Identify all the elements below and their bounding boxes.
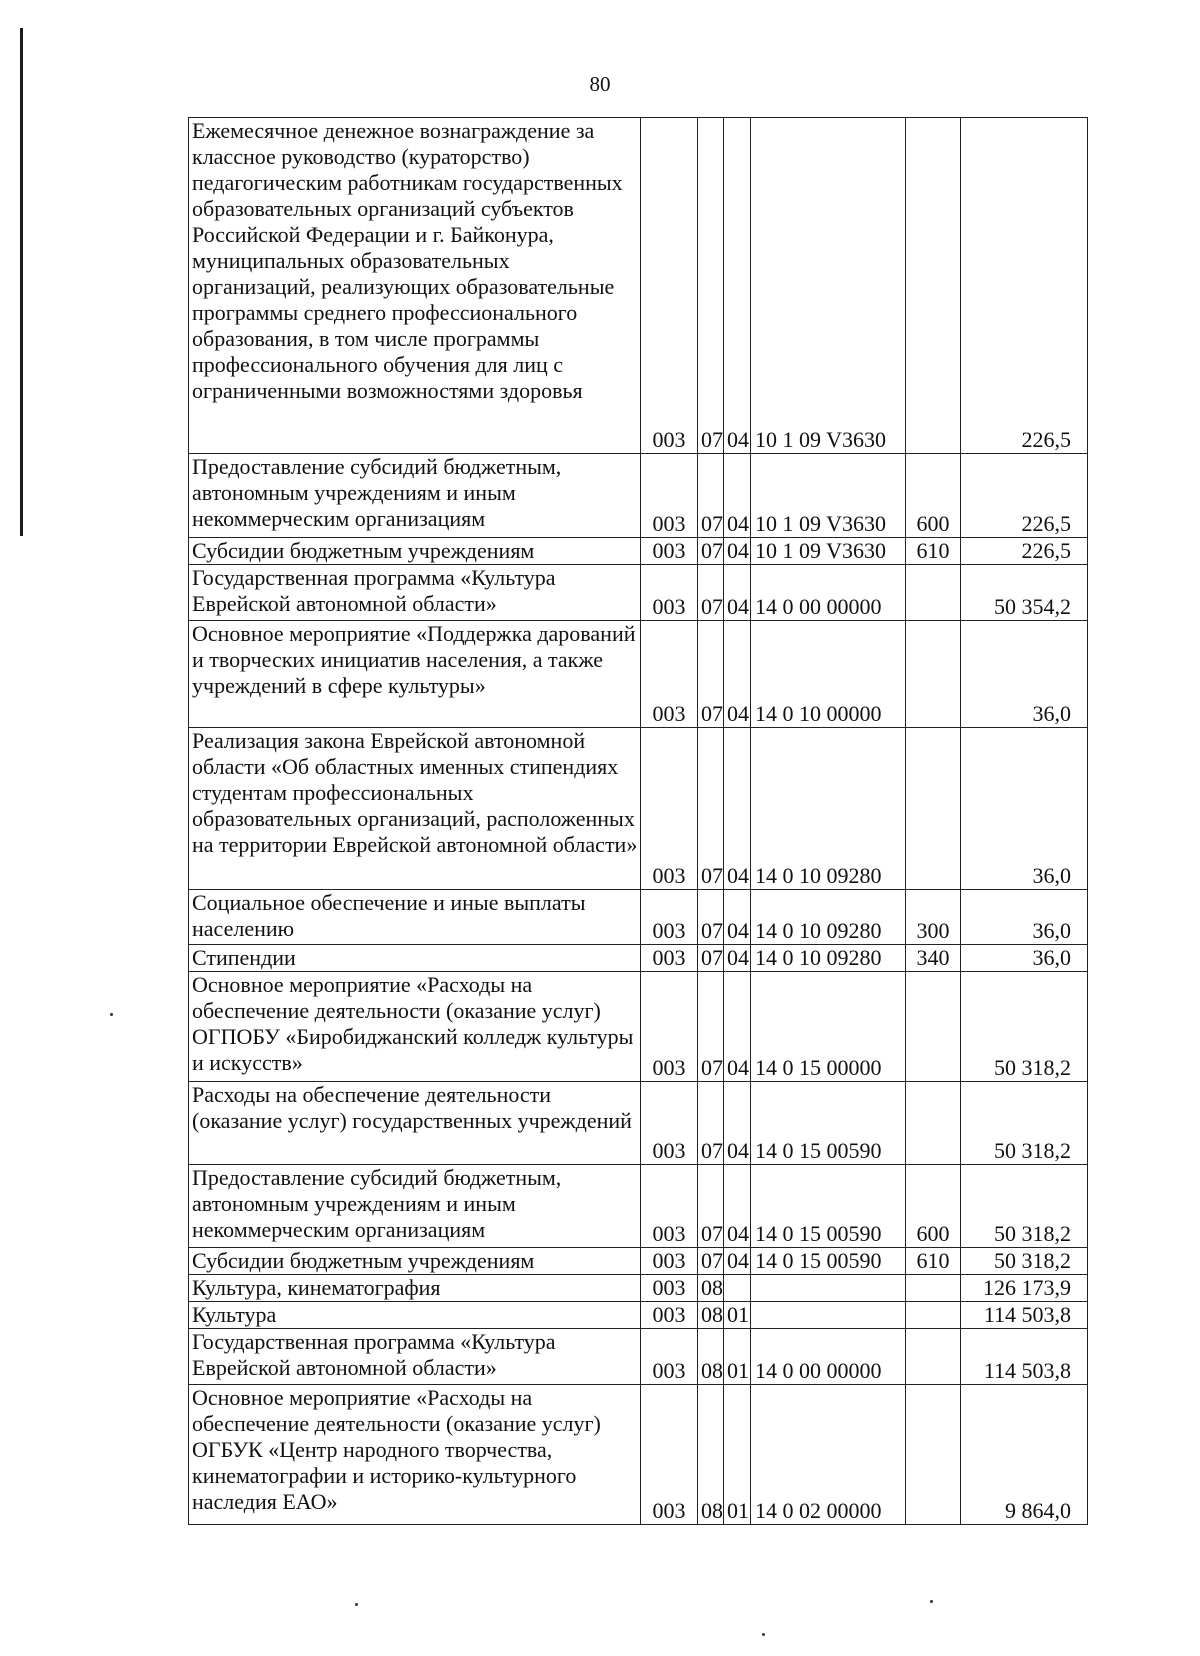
row-target-code: 14 0 10 09280	[751, 890, 906, 945]
row-target-code: 14 0 10 00000	[751, 621, 906, 728]
row-ministry-code: 003	[641, 945, 698, 972]
table-row	[189, 621, 1088, 728]
row-subsection-code: 01	[724, 1329, 751, 1385]
row-ministry-code: 003	[641, 1248, 698, 1275]
row-name: Ежемесячное денежное вознаграждение за классное руководство (кураторство) педагогическим работникам государственных образовательных организаций субъектов Российской Федерации и г. Байконура, муниципальных образовательных организаций, реализующих образовательные программы среднего профессионального образования, в том числе программы профессионального обучения для лиц с ограниченными возможностями здоровья	[189, 118, 641, 454]
row-amount: 114 503,8	[961, 1329, 1088, 1385]
row-subsection-code: 04	[724, 1165, 751, 1248]
row-name: Расходы на обеспечение деятельности (оказание услуг) государственных учреждений	[189, 1082, 641, 1165]
row-amount: 50 318,2	[961, 972, 1088, 1082]
row-amount: 226,5	[961, 538, 1088, 565]
row-target-code: 14 0 10 09280	[751, 945, 906, 972]
row-amount: 114 503,8	[961, 1302, 1088, 1329]
row-name: Основное мероприятие «Расходы на обеспечение деятельности (оказание услуг) ОГПОБУ «Биробиджанский колледж культуры и искусств»	[189, 972, 641, 1082]
row-section-code: 07	[698, 621, 724, 728]
row-subsection-code: 04	[724, 728, 751, 890]
row-section-code: 07	[698, 972, 724, 1082]
row-subsection-code: 04	[724, 890, 751, 945]
table-row	[189, 1329, 1088, 1385]
budget-table	[188, 117, 1088, 1525]
row-subsection-code: 04	[724, 565, 751, 621]
table-row	[189, 1302, 1088, 1329]
row-amount: 226,5	[961, 454, 1088, 538]
row-ministry-code: 003	[641, 890, 698, 945]
row-amount: 50 318,2	[961, 1248, 1088, 1275]
row-name: Основное мероприятие «Поддержка дарований и творческих инициатив населения, а также учреждений в сфере культуры»	[189, 621, 641, 728]
table-row	[189, 454, 1088, 538]
row-subsection-code: 01	[724, 1385, 751, 1525]
row-subsection-code: 04	[724, 454, 751, 538]
table-row	[189, 1082, 1088, 1165]
row-target-code: 14 0 00 00000	[751, 1329, 906, 1385]
row-section-code: 07	[698, 538, 724, 565]
row-amount: 36,0	[961, 621, 1088, 728]
row-ministry-code: 003	[641, 1165, 698, 1248]
row-expense-type-code	[906, 972, 961, 1082]
row-subsection-code: 04	[724, 621, 751, 728]
table-row	[189, 538, 1088, 565]
row-expense-type-code: 340	[906, 945, 961, 972]
row-amount: 36,0	[961, 890, 1088, 945]
row-expense-type-code: 610	[906, 538, 961, 565]
row-target-code: 14 0 02 00000	[751, 1385, 906, 1525]
row-name: Реализация закона Еврейской автономной области «Об областных именных стипендиях студентам профессиональных образовательных организаций, расположенных на территории Еврейской автономной области»	[189, 728, 641, 890]
row-ministry-code: 003	[641, 728, 698, 890]
row-target-code	[751, 1302, 906, 1329]
row-target-code: 10 1 09 V3630	[751, 454, 906, 538]
row-section-code: 07	[698, 118, 724, 454]
row-name: Культура, кинематография	[189, 1275, 641, 1302]
row-amount: 36,0	[961, 728, 1088, 890]
row-ministry-code: 003	[641, 454, 698, 538]
row-ministry-code: 003	[641, 1302, 698, 1329]
row-ministry-code: 003	[641, 1275, 698, 1302]
row-expense-type-code	[906, 565, 961, 621]
row-target-code: 10 1 09 V3630	[751, 538, 906, 565]
row-amount: 50 318,2	[961, 1165, 1088, 1248]
row-name: Государственная программа «Культура Еврейской автономной области»	[189, 565, 641, 621]
row-ministry-code: 003	[641, 565, 698, 621]
table-row	[189, 890, 1088, 945]
row-name: Субсидии бюджетным учреждениям	[189, 538, 641, 565]
row-expense-type-code	[906, 621, 961, 728]
row-target-code: 14 0 15 00590	[751, 1165, 906, 1248]
row-ministry-code: 003	[641, 118, 698, 454]
row-target-code: 14 0 15 00590	[751, 1082, 906, 1165]
row-expense-type-code	[906, 1275, 961, 1302]
row-section-code: 08	[698, 1302, 724, 1329]
table-row	[189, 1275, 1088, 1302]
row-section-code: 07	[698, 945, 724, 972]
row-subsection-code: 04	[724, 972, 751, 1082]
row-ministry-code: 003	[641, 1329, 698, 1385]
page-number: 80	[589, 72, 611, 96]
row-name: Культура	[189, 1302, 641, 1329]
scan-speck	[762, 1633, 765, 1636]
table-row	[189, 728, 1088, 890]
budget-table-body	[189, 118, 1088, 1525]
row-expense-type-code	[906, 118, 961, 454]
row-target-code: 14 0 15 00000	[751, 972, 906, 1082]
row-section-code: 07	[698, 565, 724, 621]
row-section-code: 07	[698, 454, 724, 538]
row-expense-type-code: 600	[906, 1165, 961, 1248]
row-ministry-code: 003	[641, 621, 698, 728]
row-amount: 226,5	[961, 118, 1088, 454]
row-section-code: 07	[698, 890, 724, 945]
table-row	[189, 945, 1088, 972]
row-ministry-code: 003	[641, 538, 698, 565]
table-row	[189, 1385, 1088, 1525]
row-name: Предоставление субсидий бюджетным, автономным учреждениям и иным некоммерческим организациям	[189, 1165, 641, 1248]
row-amount: 9 864,0	[961, 1385, 1088, 1525]
row-expense-type-code	[906, 1385, 961, 1525]
row-target-code: 14 0 15 00590	[751, 1248, 906, 1275]
row-amount: 126 173,9	[961, 1275, 1088, 1302]
binding-margin-line	[20, 28, 23, 536]
row-amount: 50 354,2	[961, 565, 1088, 621]
table-row	[189, 1248, 1088, 1275]
row-expense-type-code: 300	[906, 890, 961, 945]
row-amount: 50 318,2	[961, 1082, 1088, 1165]
row-ministry-code: 003	[641, 1385, 698, 1525]
table-row	[189, 1165, 1088, 1248]
row-section-code: 07	[698, 1248, 724, 1275]
row-section-code: 07	[698, 1165, 724, 1248]
row-name: Субсидии бюджетным учреждениям	[189, 1248, 641, 1275]
row-target-code: 10 1 09 V3630	[751, 118, 906, 454]
row-section-code: 08	[698, 1385, 724, 1525]
table-row	[189, 972, 1088, 1082]
row-expense-type-code	[906, 1082, 961, 1165]
row-name: Основное мероприятие «Расходы на обеспечение деятельности (оказание услуг) ОГБУК «Центр народного творчества, кинематографии и историко-культурного наследия ЕАО»	[189, 1385, 641, 1525]
row-expense-type-code	[906, 1329, 961, 1385]
row-ministry-code: 003	[641, 972, 698, 1082]
row-subsection-code: 04	[724, 1082, 751, 1165]
row-section-code: 08	[698, 1329, 724, 1385]
row-expense-type-code: 610	[906, 1248, 961, 1275]
scan-speck	[110, 1013, 113, 1016]
row-subsection-code: 01	[724, 1302, 751, 1329]
row-target-code: 14 0 10 09280	[751, 728, 906, 890]
scan-speck	[355, 1603, 358, 1606]
row-expense-type-code	[906, 1302, 961, 1329]
row-name: Государственная программа «Культура Еврейской автономной области»	[189, 1329, 641, 1385]
row-subsection-code: 04	[724, 1248, 751, 1275]
row-ministry-code: 003	[641, 1082, 698, 1165]
row-expense-type-code	[906, 728, 961, 890]
row-subsection-code: 04	[724, 538, 751, 565]
table-row	[189, 118, 1088, 454]
row-amount: 36,0	[961, 945, 1088, 972]
row-section-code: 07	[698, 728, 724, 890]
row-subsection-code: 04	[724, 945, 751, 972]
row-subsection-code: 04	[724, 118, 751, 454]
row-target-code	[751, 1275, 906, 1302]
row-target-code: 14 0 00 00000	[751, 565, 906, 621]
row-name: Предоставление субсидий бюджетным, автономным учреждениям и иным некоммерческим организациям	[189, 454, 641, 538]
row-name: Стипендии	[189, 945, 641, 972]
row-subsection-code	[724, 1275, 751, 1302]
row-expense-type-code: 600	[906, 454, 961, 538]
row-section-code: 07	[698, 1082, 724, 1165]
row-name: Социальное обеспечение и иные выплаты населению	[189, 890, 641, 945]
row-section-code: 08	[698, 1275, 724, 1302]
table-row	[189, 565, 1088, 621]
scan-speck	[930, 1600, 933, 1603]
